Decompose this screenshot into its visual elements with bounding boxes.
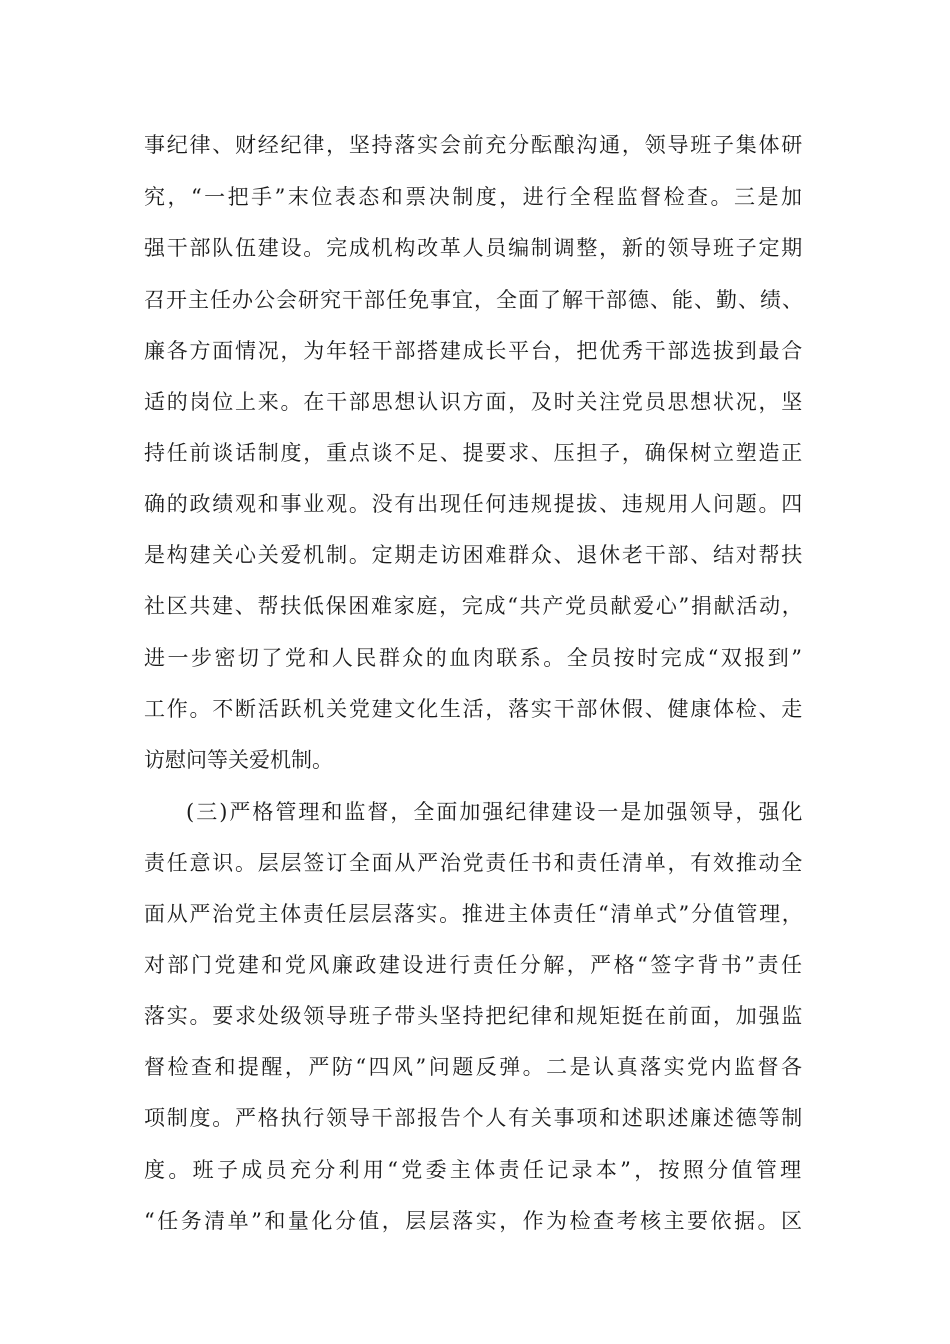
text-line-8: 确的政绩观和事业观。没有出现任何违规提拔、违规用人问题。四: [144, 492, 805, 516]
text-line-17: 对部门党建和党风廉政建设进行责任分解，严格“签字背书”责任: [144, 953, 805, 977]
section-heading-line: (三)严格管理和监督，全面加强纪律建设一是加强领导，强化: [186, 800, 805, 824]
text-line-9: 是构建关心关爱机制。定期走访困难群众、退休老干部、结对帮扶: [144, 543, 805, 567]
text-line-1: 事纪律、财经纪律，坚持落实会前充分酝酿沟通，领导班子集体研: [144, 133, 805, 157]
text-line-16: 面从严治党主体责任层层落实。推进主体责任“清单式”分值管理，: [144, 902, 805, 926]
text-line-21: 度。班子成员充分利用“党委主体责任记录本”，按照分值管理: [144, 1158, 805, 1182]
text-line-18: 落实。要求处级领导班子带头坚持把纪律和规矩挺在前面，加强监: [144, 1004, 805, 1028]
text-line-6: 适的岗位上来。在干部思想认识方面，及时关注党员思想状况，坚: [144, 390, 805, 414]
text-line-22: “任务清单”和量化分值，层层落实，作为检查考核主要依据。区: [144, 1209, 805, 1233]
text-line-19: 督检查和提醒，严防“四风”问题反弹。二是认真落实党内监督各: [144, 1055, 805, 1079]
text-line-7: 持任前谈话制度，重点谈不足、提要求、压担子，确保树立塑造正: [144, 441, 805, 465]
text-line-11: 进一步密切了党和人民群众的血肉联系。全员按时完成“双报到”: [144, 646, 805, 670]
text-line-20: 项制度。严格执行领导干部报告个人有关事项和述职述廉述德等制: [144, 1106, 805, 1130]
text-line-5: 廉各方面情况，为年轻干部搭建成长平台，把优秀干部选拔到最合: [144, 339, 805, 363]
text-line-12: 工作。不断活跃机关党建文化生活，落实干部休假、健康体检、走: [144, 697, 805, 721]
text-line-10: 社区共建、帮扶低保困难家庭，完成“共产党员献爱心”捐献活动，: [144, 594, 805, 618]
text-line-2: 究，“一把手”末位表态和票决制度，进行全程监督检查。三是加: [144, 185, 805, 209]
text-line-13: 访慰问等关爱机制。: [144, 748, 333, 772]
text-line-15: 责任意识。层层签订全面从严治党责任书和责任清单，有效推动全: [144, 851, 805, 875]
text-line-4: 召开主任办公会研究干部任免事宜，全面了解干部德、能、勤、绩、: [144, 288, 804, 312]
text-line-3: 强干部队伍建设。完成机构改革人员编制调整，新的领导班子定期: [144, 236, 805, 260]
